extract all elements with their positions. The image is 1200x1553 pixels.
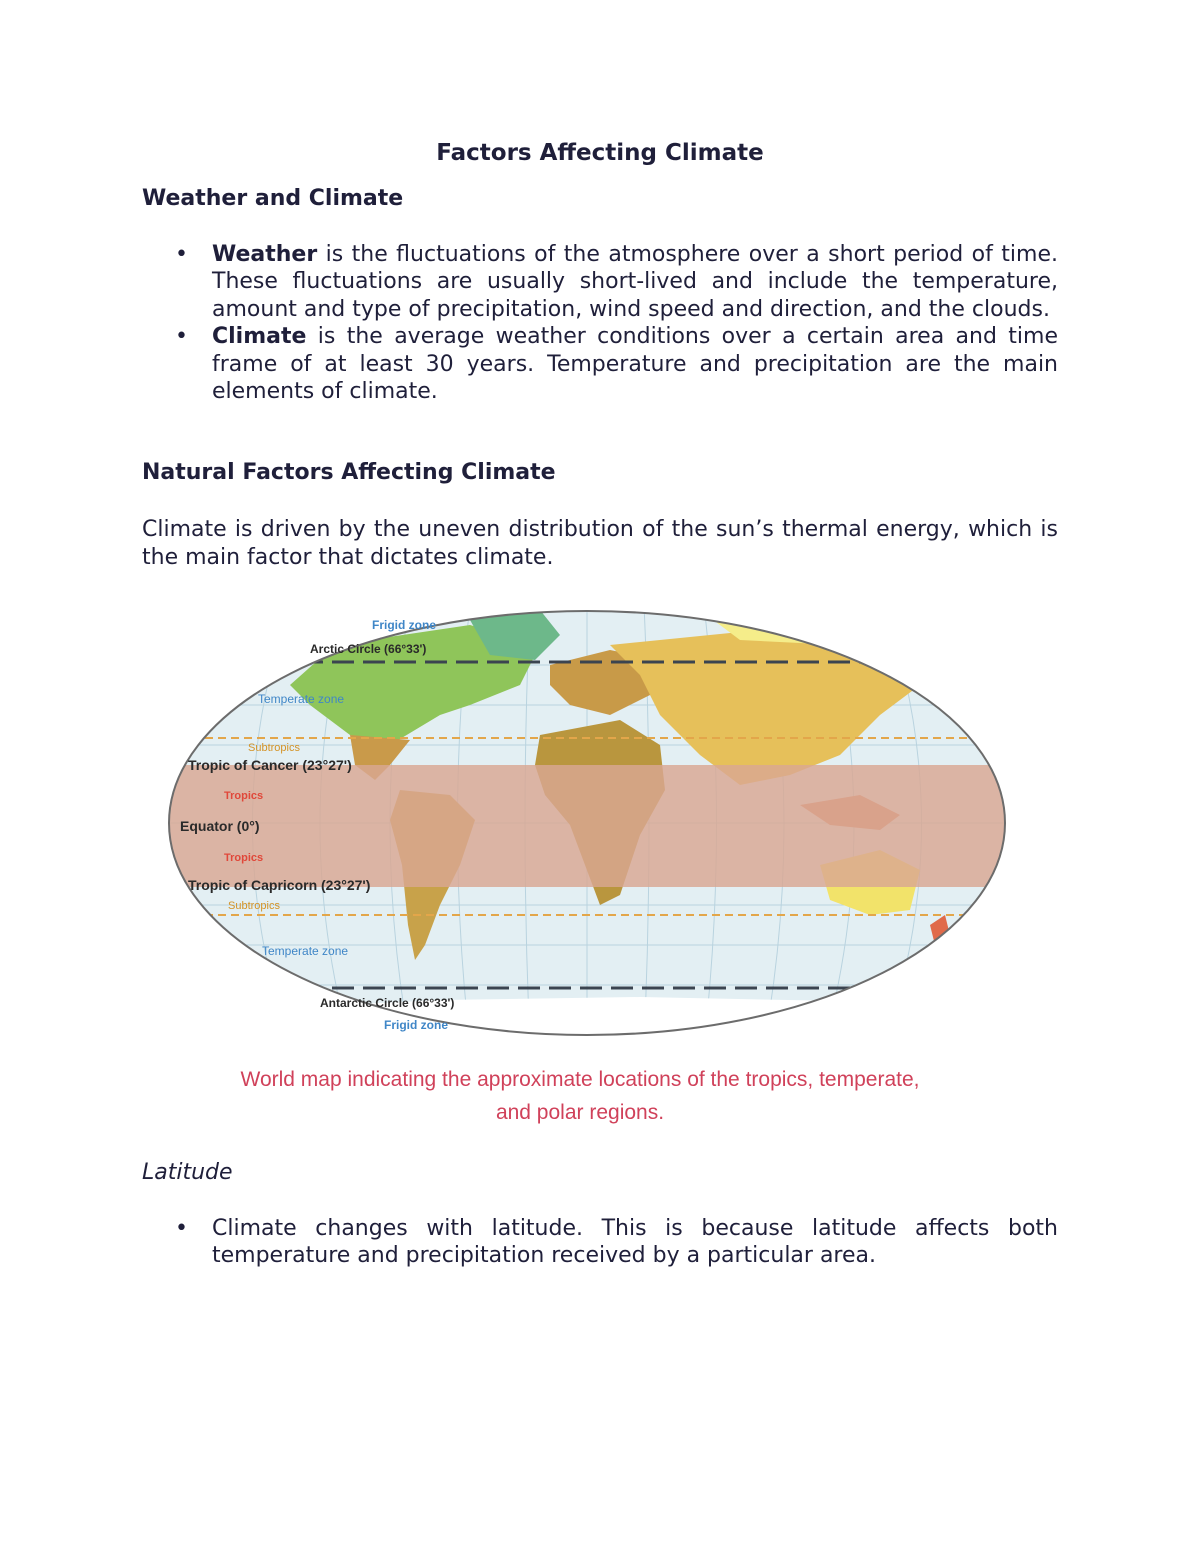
label-subtropics-bottom: Subtropics — [228, 900, 280, 912]
latitude-list — [142, 1215, 1058, 1270]
label-tropic-of-cancer: Tropic of Cancer (23°27') — [188, 757, 352, 773]
definition-climate: is the average weather conditions over a certain area and time frame of at least 30 years. Temperature and precipitation are the main elements of climate. — [212, 324, 1058, 405]
label-arctic-circle: Arctic Circle (66°33') — [310, 642, 427, 656]
heading-latitude: Latitude — [142, 1160, 233, 1185]
list-item-climate — [142, 323, 1058, 405]
label-subtropics-top: Subtropics — [248, 742, 300, 754]
world-climate-zones-map — [140, 605, 1020, 1045]
document-title: Factors Affecting Climate — [436, 140, 764, 166]
tropics-band — [140, 765, 1020, 887]
label-antarctic-circle: Antarctic Circle (66°33') — [320, 996, 455, 1010]
map-caption — [0, 1063, 1160, 1129]
weather-climate-list — [142, 241, 1058, 405]
definition-weather: is the fluctuations of the atmosphere over a short period of time. These fluctuations are usually short-lived and include the temperature, amount and type of precipitation, wind speed and direction, and the clouds. — [212, 242, 1058, 322]
label-frigid-zone-top: Frigid zone — [372, 618, 436, 632]
latitude-text: Climate changes with latitude. This is because latitude affects both temperature and precipitation received by a particular area. — [212, 1216, 1058, 1269]
list-item-latitude — [142, 1215, 1058, 1270]
label-tropic-of-capricorn: Tropic of Capricorn (23°27') — [188, 877, 371, 893]
map-caption-line-2: and polar regions. — [495, 1101, 665, 1124]
term-climate: Climate — [212, 324, 307, 350]
list-item-weather — [142, 241, 1058, 323]
bullet-icon: • — [175, 1216, 188, 1241]
paragraph-natural-factors: Climate is driven by the uneven distribution of the sun’s thermal energy, which is the main factor that dictates climate. — [142, 517, 1058, 570]
bullet-icon: • — [175, 324, 188, 350]
label-tropics-bottom: Tropics — [224, 852, 264, 864]
term-weather: Weather — [212, 242, 318, 267]
bullet-icon: • — [175, 242, 188, 267]
heading-weather-and-climate: Weather and Climate — [142, 186, 404, 211]
map-svg — [140, 605, 1020, 1045]
map-caption-line-1: World map indicating the approximate locations of the tropics, temperate, — [240, 1068, 920, 1091]
heading-natural-factors: Natural Factors Affecting Climate — [142, 460, 556, 485]
label-tropics-top: Tropics — [224, 790, 264, 802]
label-temperate-zone-bottom: Temperate zone — [262, 944, 349, 958]
label-frigid-zone-bottom: Frigid zone — [384, 1018, 448, 1032]
label-temperate-zone-top: Temperate zone — [258, 692, 345, 706]
label-equator: Equator (0°) — [180, 818, 260, 834]
